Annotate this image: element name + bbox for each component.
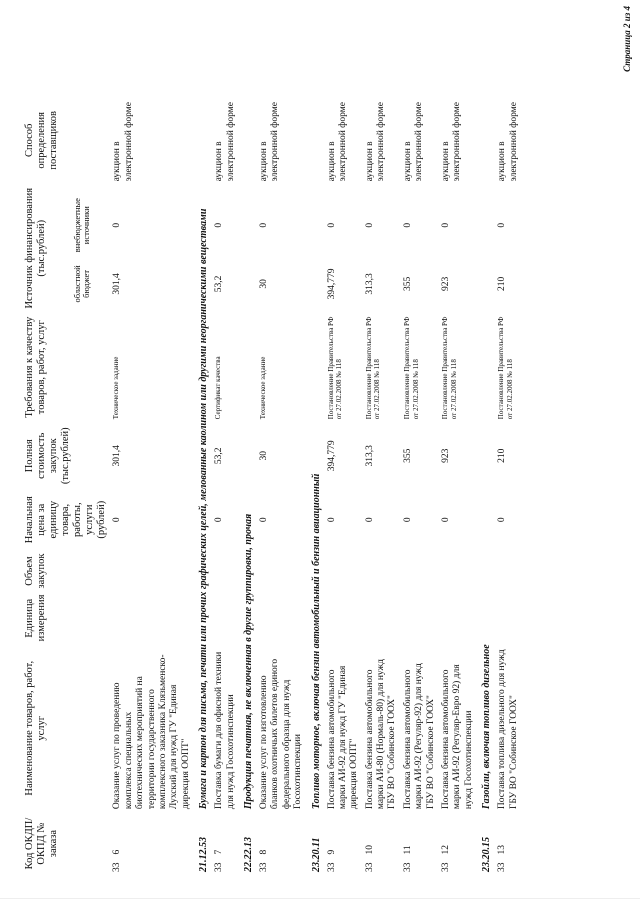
item-init-price: 0 <box>497 517 508 523</box>
section-code: 23.20.15 <box>481 837 493 872</box>
header-fin-regional: областной бюджет <box>71 265 92 303</box>
order-prefix: 33 <box>364 862 375 872</box>
spacer <box>363 5 401 96</box>
item-name: Оказание услуг по проведению комплекса специальных биотехнических мероприятий на территории государственного комплексного заказника Клязьменско-Лухский для нужд ГУ "Единая дирекция ООПТ" <box>112 654 191 810</box>
item-unit <box>325 592 363 644</box>
item-requirements: Техническое задание <box>258 356 267 420</box>
item-fin-extra: 0 <box>497 222 508 228</box>
item-requirements: Постановление Правительства РФ от 27.02.2008 № 118 <box>497 316 514 420</box>
item-requirements: Постановление Правительства РФ от 27.02.2008 № 118 <box>441 316 458 420</box>
spacer <box>401 184 439 195</box>
order-index: 6 <box>112 849 123 855</box>
item-method: аукцион в электронной форме <box>364 102 387 182</box>
item-full-cost: 923 <box>441 448 452 463</box>
item-unit <box>439 592 477 644</box>
procurement-table <box>22 5 522 875</box>
item-method: аукцион в электронной форме <box>326 102 348 182</box>
section-row <box>477 5 495 875</box>
item-volume <box>495 550 522 592</box>
order-number <box>257 812 307 875</box>
item-fin-regional: 394,779 <box>326 268 337 300</box>
item-init-price: 0 <box>402 517 413 523</box>
header-code: Код ОКДП/ ОКПД № заказа <box>24 817 60 870</box>
order-prefix: 33 <box>326 862 337 872</box>
spacer <box>495 184 522 195</box>
item-full-cost: 355 <box>402 448 413 463</box>
section-title: Продукция печатная, не включенная в другие группировки, прочая <box>242 513 254 810</box>
header-name: Наименование товаров, работ, услуг <box>24 660 48 796</box>
section-row <box>194 5 212 875</box>
item-unit <box>110 592 194 644</box>
item-fin-extra: 0 <box>402 222 413 228</box>
item-method: аукцион в электронной форме <box>258 102 281 182</box>
order-prefix: 33 <box>402 862 413 872</box>
spacer <box>212 184 239 195</box>
item-row <box>212 5 239 875</box>
order-number <box>212 812 239 875</box>
order-index: 10 <box>364 845 375 855</box>
item-name: Поставка бумаги для офисной техники для нужд Госохотинспекции <box>214 651 236 810</box>
item-init-price: 0 <box>441 517 452 523</box>
item-method: аукцион в электронной форме <box>441 102 463 182</box>
item-unit <box>363 592 401 644</box>
header-method: Способ определения поставщиков <box>24 111 60 170</box>
item-fin-extra: 0 <box>258 222 269 228</box>
item-method: аукцион в электронной форме <box>497 102 519 182</box>
item-fin-extra: 0 <box>214 222 225 228</box>
item-unit <box>495 592 522 644</box>
item-fin-extra: 0 <box>112 222 123 228</box>
item-init-price: 0 <box>258 517 269 523</box>
section-code: 22.22.13 <box>242 837 254 872</box>
item-volume <box>439 550 477 592</box>
item-row <box>110 5 194 875</box>
spacer <box>495 5 522 96</box>
order-number <box>363 812 401 875</box>
item-init-price: 0 <box>326 517 337 523</box>
item-row <box>401 5 439 875</box>
order-index: 7 <box>214 849 225 855</box>
item-row <box>257 5 307 875</box>
item-fin-regional: 301,4 <box>112 273 123 295</box>
spacer <box>325 184 363 195</box>
header-volume: Объем закупок <box>24 553 48 589</box>
item-name: Поставка бензина автомобильного марки АИ-92 для нужд ГУ "Единая дирекция ООПТ" <box>326 665 360 810</box>
header-fin-extra: внебюджетные источники <box>71 198 92 253</box>
item-volume <box>110 550 194 592</box>
section-title: Топливо моторное, включая бензин автомобильный и бензин авиационный <box>310 473 322 810</box>
item-row <box>325 5 363 875</box>
item-requirements: Постановление Правительства РФ от 27.02.2008 № 118 <box>402 316 420 420</box>
item-method: аукцион в электронной форме <box>214 102 236 182</box>
item-name: Поставка бензина автомобильного марки АИ-80 (Нормаль-80) для нужд ГБУ ВО "Собинское ГООХ" <box>364 659 398 810</box>
item-row <box>363 5 401 875</box>
spacer <box>257 5 307 96</box>
item-init-price: 0 <box>112 517 123 523</box>
header-unit: Единица измерения <box>24 594 48 642</box>
item-unit <box>212 592 239 644</box>
order-number <box>495 812 522 875</box>
scan-edge <box>0 898 640 899</box>
item-fin-regional: 313,3 <box>364 273 375 295</box>
item-requirements: Техническое задание <box>112 356 121 420</box>
item-name: Поставка бензина автомобильного марки АИ-92 (Регуляр-92) для нужд ГБУ ВО "Собинское ГООХ" <box>402 663 436 810</box>
header-init-price: Начальная цена за единицу товара, работы, услуги (рублей) <box>24 496 108 544</box>
item-fin-regional: 53,2 <box>214 275 225 293</box>
spacer <box>439 5 477 96</box>
table-body <box>110 5 522 875</box>
order-prefix: 33 <box>214 862 225 872</box>
item-name: Поставка топлива дизельного для нужд ГБУ ВО "Собинское ГООХ" <box>497 649 519 810</box>
item-requirements: Постановление Правительства РФ от 27.02.2008 № 118 <box>364 316 382 420</box>
item-fin-regional: 923 <box>441 276 452 292</box>
item-requirements: Постановление Правительства РФ от 27.02.2008 № 118 <box>326 316 344 420</box>
item-name: Оказание услуг по изготовлению бланков охотничьих билетов единого федерального образца для нужд Госохотинспекции <box>258 658 304 810</box>
item-full-cost: 53,2 <box>214 447 225 465</box>
item-volume <box>325 550 363 592</box>
item-requirements: Сертификат качества <box>214 356 223 420</box>
item-fin-extra: 0 <box>364 222 375 228</box>
item-row <box>439 5 477 875</box>
item-fin-regional: 355 <box>402 276 413 292</box>
item-fin-extra: 0 <box>441 222 452 228</box>
header-full-cost: Полная стоимость закупок (тыс.рублей) <box>24 427 72 485</box>
order-number <box>401 812 439 875</box>
order-prefix: 33 <box>441 862 452 872</box>
section-code: 23.20.11 <box>310 837 322 872</box>
order-index: 9 <box>326 849 337 855</box>
page-number: Страница 2 из 4 <box>622 6 632 72</box>
order-index: 11 <box>402 845 413 855</box>
item-init-price: 0 <box>364 517 375 523</box>
header-requirements: Требования к качеству товаров, работ, услуг <box>24 316 48 418</box>
section-title: Газойли, включая топливо дизельное <box>481 644 493 810</box>
order-index: 12 <box>441 845 452 855</box>
order-index: 8 <box>258 849 269 855</box>
item-full-cost: 313,3 <box>364 445 375 467</box>
item-name: Поставка бензина автомобильного марки АИ-92 (Регуляр-Евро 92) для нужд Госохотинспекции <box>441 664 474 810</box>
item-volume <box>257 550 307 592</box>
spacer <box>401 5 439 96</box>
item-full-cost: 30 <box>258 451 269 461</box>
section-code: 21.12.53 <box>198 837 210 872</box>
item-unit <box>401 592 439 644</box>
item-fin-extra: 0 <box>326 222 337 228</box>
section-title: Бумага и картон для письма, печати или прочих графических целей, мелованные каолином или другими неорганическими веществами <box>198 208 210 810</box>
order-prefix: 33 <box>497 862 508 872</box>
order-number <box>439 812 477 875</box>
item-method: аукцион в электронной форме <box>112 102 134 182</box>
table-header-row <box>22 5 71 875</box>
item-full-cost: 394,779 <box>326 440 337 472</box>
item-volume <box>401 550 439 592</box>
spacer <box>325 5 363 96</box>
item-unit <box>257 592 307 644</box>
item-full-cost: 210 <box>497 448 508 463</box>
spacer <box>257 184 307 195</box>
item-init-price: 0 <box>214 517 225 523</box>
order-prefix: 33 <box>258 862 269 872</box>
item-volume <box>212 550 239 592</box>
item-row <box>495 5 522 875</box>
header-financing: Источник финансирования (тыс.рублей) <box>24 187 48 309</box>
section-row <box>239 5 257 875</box>
order-number <box>110 812 194 875</box>
spacer <box>363 184 401 195</box>
item-fin-regional: 210 <box>497 276 508 292</box>
order-prefix: 33 <box>112 862 123 872</box>
item-method: аукцион в электронной форме <box>402 102 425 182</box>
order-index: 13 <box>497 845 508 855</box>
spacer <box>110 5 194 96</box>
item-fin-regional: 30 <box>258 279 269 289</box>
item-full-cost: 301,4 <box>112 445 123 467</box>
order-number <box>325 812 363 875</box>
section-row <box>307 5 325 875</box>
spacer <box>439 184 477 195</box>
item-volume <box>363 550 401 592</box>
spacer <box>110 184 194 195</box>
spacer <box>212 5 239 96</box>
